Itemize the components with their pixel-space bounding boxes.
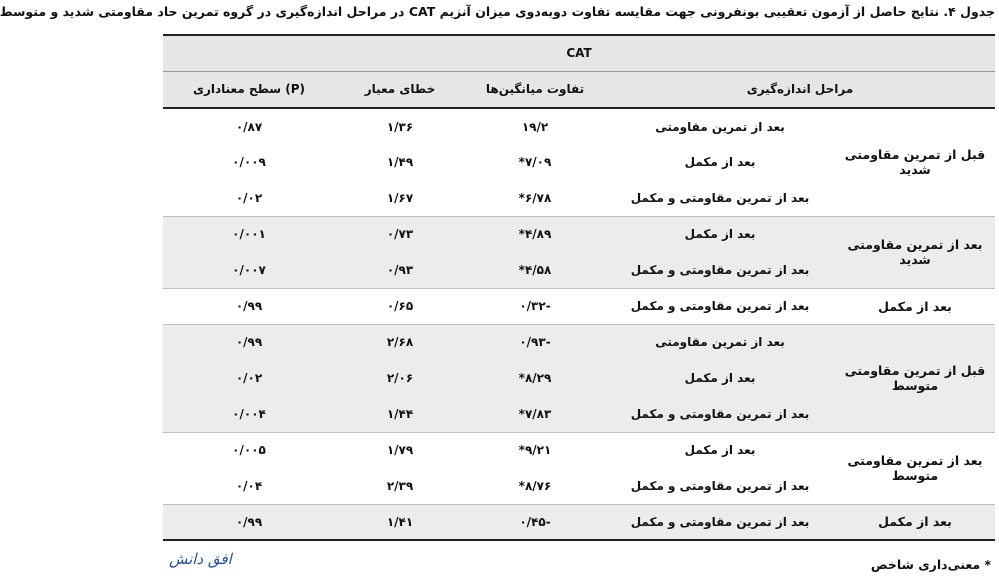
std-error-cell: ۱/۴۴: [335, 396, 465, 432]
std-error-cell: ۱/۴۹: [386, 155, 414, 169]
p-value-cell: ۰/۸۷: [235, 119, 263, 134]
stage-cell: بعد از مکمل: [835, 504, 995, 540]
mean-diff-cell: ۷/۸۳*: [465, 396, 605, 432]
mean-diff-cell: -۰/۳۲: [465, 288, 605, 324]
col-stages: مراحل اندازه‌گیری: [605, 71, 995, 108]
mean-diff-cell: ۴/۸۹*: [465, 216, 605, 252]
stage-cell: قبل از تمرین مقاومتی متوسط: [835, 324, 995, 432]
group-header: CAT: [163, 35, 995, 71]
stage-cell: بعد از مکمل: [835, 288, 995, 324]
mean-diff-cell: ۷/۰۹*: [518, 155, 552, 169]
table-row: [163, 216, 995, 252]
table-row: [163, 432, 995, 468]
std-error-cell: ۱/۶۷: [386, 190, 414, 205]
std-error-cell: ۲/۳۹: [386, 478, 414, 493]
p-value-cell: ۰/۰۰۹: [232, 155, 266, 169]
compare-cell: بعد از تمرین مقاومتی و مکمل: [605, 288, 835, 324]
col-std-error: خطای معیار: [335, 71, 465, 108]
p-value-cell: ۰/۰۰۱: [163, 216, 335, 252]
compare-cell: بعد از تمرین مقاومتی و مکمل: [630, 478, 810, 493]
p-value-cell: ۰/۰۰۴: [163, 396, 335, 432]
table-caption: جدول ۴. نتایج حاصل از آزمون تعقیبی بونفرونی جهت مقایسه تفاوت دوبه‌دوی میزان آنزیم CAT در مراحل اندازه‌گیری در گروه تمرین حاد مقاومتی شدید و متوسط: [0, 4, 995, 19]
p-value-cell: ۰/۰۲: [235, 190, 263, 205]
std-error-cell: ۲/۶۸: [335, 324, 465, 360]
compare-cell: بعد از تمرین مقاومتی: [655, 119, 785, 134]
table-row: [163, 504, 995, 540]
mean-diff-cell: -۰/۹۳: [465, 324, 605, 360]
std-error-cell: ۱/۳۶: [386, 119, 414, 134]
significance-footnote: * معنی‌داری شاخص: [870, 557, 991, 572]
compare-cell: بعد از تمرین مقاومتی و مکمل: [630, 190, 810, 205]
stage-cell: بعد از تمرین مقاومتی متوسط: [835, 432, 995, 504]
p-value-cell: ۰/۰۴: [235, 478, 263, 493]
std-error-cell: ۲/۰۶: [335, 360, 465, 396]
p-value-cell: ۰/۹۹: [163, 324, 335, 360]
results-table: [163, 34, 995, 541]
p-value-cell: ۰/۰۰۵: [163, 432, 335, 468]
table-row: [163, 108, 995, 144]
mean-diff-cell: ۶/۷۸*: [518, 190, 552, 205]
mean-diff-cell: ۹/۲۱*: [465, 432, 605, 468]
std-error-cell: ۱/۴۱: [335, 504, 465, 540]
compare-cell: بعد از تمرین مقاومتی و مکمل: [605, 396, 835, 432]
std-error-cell: ۰/۶۵: [335, 288, 465, 324]
table-row: [163, 288, 995, 324]
compare-cell: بعد از تمرین مقاومتی و مکمل: [605, 252, 835, 288]
p-value-cell: ۰/۹۹: [163, 504, 335, 540]
std-error-cell: ۰/۹۳: [335, 252, 465, 288]
mean-diff-cell: -۰/۴۵: [465, 504, 605, 540]
mean-diff-cell: ۱۹/۲: [521, 119, 549, 134]
stage-cell: قبل از تمرین مقاومتی شدید: [844, 147, 986, 178]
publisher-logo: افق دانش: [169, 550, 232, 568]
table-row: [163, 324, 995, 360]
std-error-cell: ۱/۷۹: [335, 432, 465, 468]
col-mean-diff: تفاوت میانگین‌ها: [465, 71, 605, 108]
compare-cell: بعد از مکمل: [605, 432, 835, 468]
compare-cell: بعد از تمرین مقاومتی: [605, 324, 835, 360]
compare-cell: بعد از مکمل: [684, 155, 756, 169]
mean-diff-cell: ۸/۲۹*: [465, 360, 605, 396]
compare-cell: بعد از تمرین مقاومتی و مکمل: [605, 504, 835, 540]
col-p-value: (P) سطح معناداری: [163, 71, 335, 108]
p-value-cell: ۰/۹۹: [163, 288, 335, 324]
table-body: [163, 108, 995, 540]
mean-diff-cell: ۴/۵۸*: [465, 252, 605, 288]
p-value-cell: ۰/۰۰۷: [163, 252, 335, 288]
stage-cell: بعد از تمرین مقاومتی شدید: [835, 216, 995, 288]
compare-cell: بعد از مکمل: [605, 360, 835, 396]
std-error-cell: ۰/۷۳: [335, 216, 465, 252]
compare-cell: بعد از مکمل: [605, 216, 835, 252]
p-value-cell: ۰/۰۲: [163, 360, 335, 396]
mean-diff-cell: ۸/۷۶*: [518, 478, 552, 493]
